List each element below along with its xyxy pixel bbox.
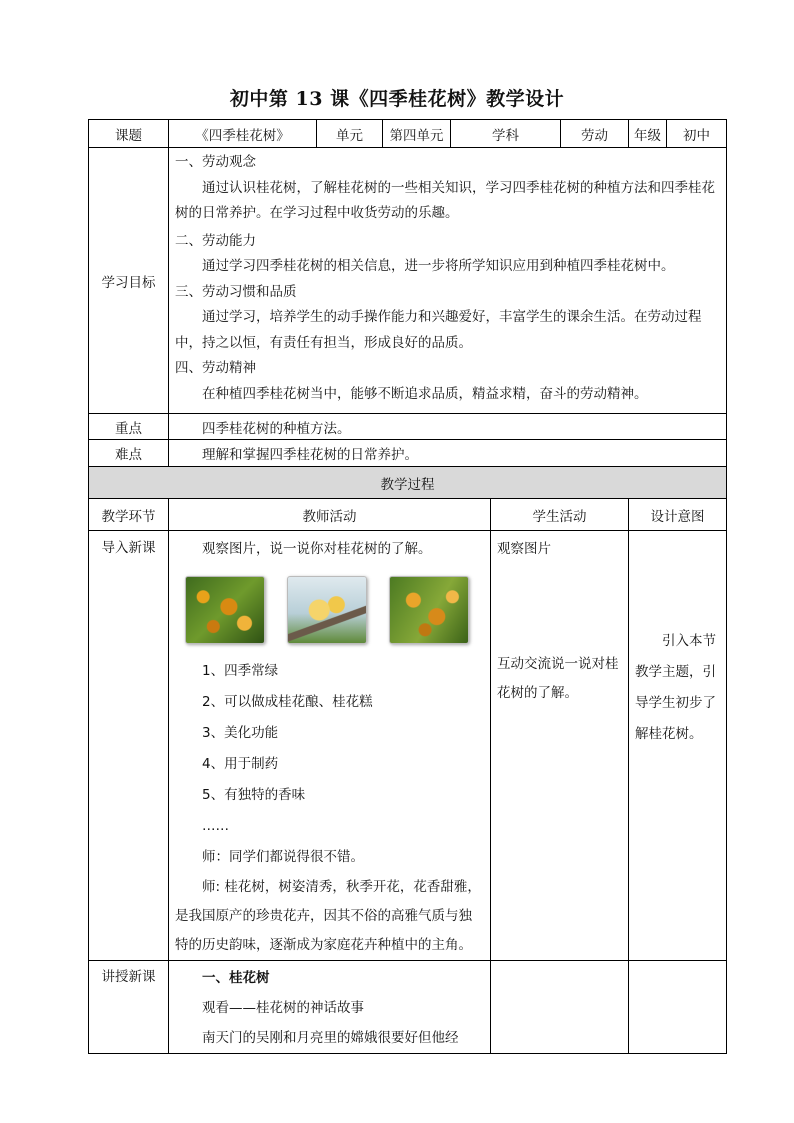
lecture-line: 南天门的吴刚和月亮里的嫦娥很要好但他经 [202, 1030, 459, 1046]
topic-value: 《四季桂花树》 [169, 120, 317, 148]
column-student: 学生活动 [491, 499, 629, 531]
grade-label: 年级 [629, 120, 667, 148]
key-point-text: 四季桂花树的种植方法。 [169, 414, 727, 440]
intro-point: 2、可以做成桂花酿、桂花糕 [202, 694, 373, 710]
page-title: 初中第 13 课《四季桂花树》教学设计 [229, 88, 565, 110]
process-header: 教学过程 [89, 467, 727, 499]
osmanthus-images [185, 576, 484, 644]
unit-value: 第四单元 [383, 120, 451, 148]
intro-point: 4、用于制药 [202, 756, 279, 772]
objective-text: 通过学习四季桂花树的相关信息，进一步将所学知识应用到种植四季桂花树中。 [202, 258, 675, 274]
topic-label: 课题 [89, 120, 169, 148]
lecture-row [89, 961, 727, 1054]
lecture-design-intent [629, 961, 727, 1054]
intro-student-activity [491, 531, 629, 961]
unit-label: 单元 [317, 120, 383, 148]
intro-point: 3、美化功能 [202, 725, 279, 741]
process-columns-row [89, 499, 727, 531]
objectives-content [169, 148, 727, 414]
objective-heading: 二、劳动能力 [175, 232, 256, 249]
intro-point: 5、有独特的香味 [202, 787, 306, 803]
objective-text: 通过学习，培养学生的动手操作能力和兴趣爱好，丰富学生的课余生活。在劳动过程中，持之以恒，有责任有担当，形成良好的品质。 [175, 309, 702, 351]
difficulty-row [89, 440, 727, 467]
teacher-remark: 师: 桂花树，树姿清秀，秋季开花，花香甜雅，是我国原产的珍贵花卉，因其不俗的高雅气质与独特的历史韵味，逐渐成为家庭花卉种植中的主角。 [175, 879, 481, 953]
intro-prompt: 观察图片，说一说你对桂花树的了解。 [202, 541, 432, 557]
intro-point: 1、四季常绿 [202, 663, 279, 679]
lecture-stage: 讲授新课 [89, 961, 169, 1054]
osmanthus-photo-1 [185, 576, 265, 644]
intro-row [89, 531, 727, 961]
objectives-label: 学习目标 [89, 148, 169, 414]
key-point-row [89, 414, 727, 440]
objective-heading: 三、劳动习惯和品质 [175, 283, 297, 300]
subject-value: 劳动 [561, 120, 629, 148]
difficulty-text: 理解和掌握四季桂花树的日常养护。 [169, 440, 727, 467]
student-activity-2: 互动交流说一说对桂花树的了解。 [497, 656, 619, 701]
objective-text: 在种植四季桂花树当中，能够不断追求品质，精益求精，奋斗的劳动精神。 [202, 385, 648, 402]
column-design: 设计意图 [629, 499, 727, 531]
subject-label: 学科 [451, 120, 561, 148]
intro-point: …… [202, 818, 229, 834]
column-stage: 教学环节 [89, 499, 169, 531]
intro-design-intent [629, 531, 727, 961]
difficulty-label: 难点 [89, 440, 169, 467]
key-point-label: 重点 [89, 414, 169, 440]
lecture-heading: 一、桂花树 [202, 970, 270, 986]
student-activity-1: 观察图片 [497, 541, 551, 557]
objective-heading: 一、劳动观念 [175, 154, 256, 170]
objectives-row [89, 148, 727, 414]
info-row [89, 120, 727, 148]
lecture-student-activity [491, 961, 629, 1054]
objective-text: 通过认识桂花树，了解桂花树的一些相关知识，学习四季桂花树的种植方法和四季桂花树的日常养护。在学习过程中收货劳动的乐趣。 [175, 179, 715, 221]
osmanthus-photo-3 [389, 576, 469, 644]
osmanthus-photo-2 [287, 576, 367, 644]
intro-stage: 导入新课 [89, 531, 169, 961]
design-intent-text: 引入本节教学主题，引导学生初步了解桂花树。 [635, 633, 716, 742]
teacher-remark: 师：同学们都说得很不错。 [202, 849, 364, 865]
intro-teacher-activity [169, 531, 491, 961]
column-teacher: 教师活动 [169, 499, 491, 531]
lecture-line: 观看——桂花树的神话故事 [202, 1000, 364, 1016]
lesson-plan-table [88, 119, 727, 1054]
process-header-row [89, 467, 727, 499]
grade-value: 初中 [667, 120, 727, 148]
objective-heading: 四、劳动精神 [175, 360, 256, 376]
lecture-teacher-activity [169, 961, 491, 1054]
